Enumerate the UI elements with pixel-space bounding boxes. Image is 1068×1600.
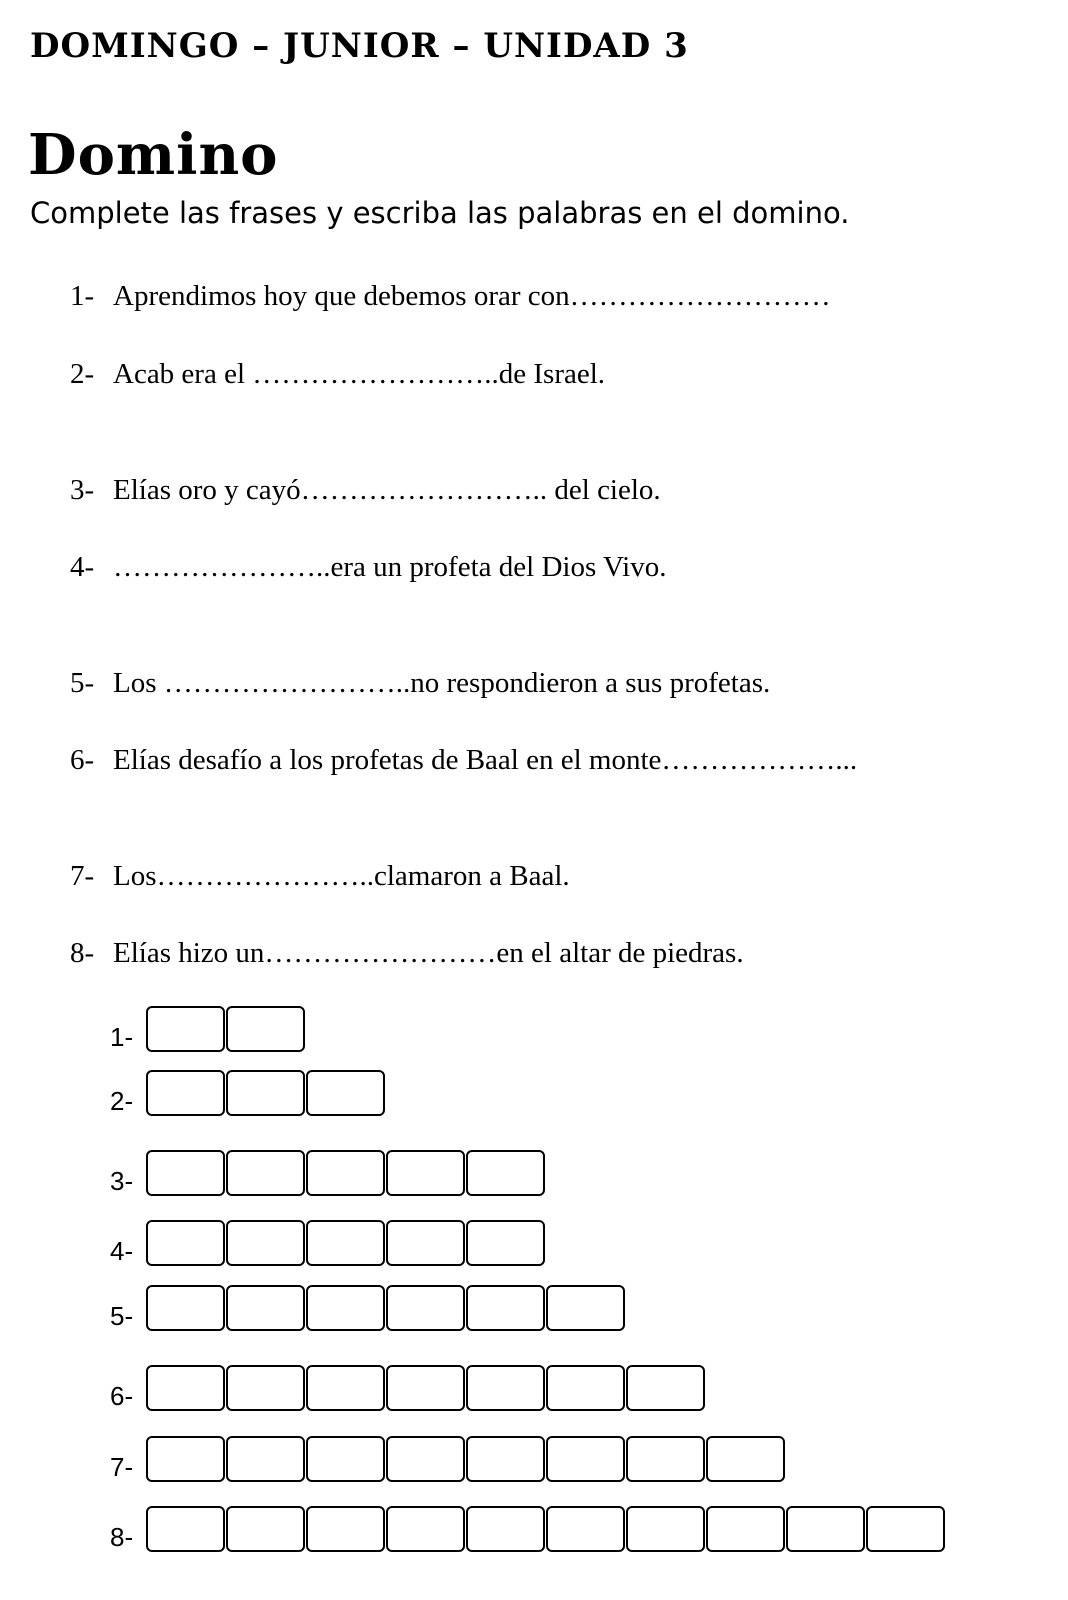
domino-letter-box[interactable] xyxy=(466,1150,545,1196)
domino-letter-box[interactable] xyxy=(706,1506,785,1552)
domino-label: 5- xyxy=(110,1300,134,1331)
question-text: Los…………………..clamaron a Baal. xyxy=(113,860,570,892)
domino-letter-box[interactable] xyxy=(226,1006,305,1052)
question-2 xyxy=(70,360,605,389)
domino-boxes xyxy=(146,1006,306,1052)
domino-boxes xyxy=(146,1365,706,1411)
domino-label: 8- xyxy=(110,1521,134,1552)
domino-letter-box[interactable] xyxy=(146,1220,225,1266)
domino-letter-box[interactable] xyxy=(546,1365,625,1411)
question-number: 5- xyxy=(70,667,95,699)
domino-letter-box[interactable] xyxy=(546,1506,625,1552)
domino-letter-box[interactable] xyxy=(306,1506,385,1552)
domino-label: 4- xyxy=(110,1235,134,1266)
domino-row-6 xyxy=(110,1365,706,1411)
domino-letter-box[interactable] xyxy=(466,1506,545,1552)
domino-boxes xyxy=(146,1220,546,1266)
domino-label: 7- xyxy=(110,1451,134,1482)
question-text: Aprendimos hoy que debemos orar con……………………… xyxy=(113,280,831,312)
domino-label: 3- xyxy=(110,1165,134,1196)
domino-letter-box[interactable] xyxy=(306,1365,385,1411)
question-text: …………………..era un profeta del Dios Vivo. xyxy=(113,551,667,583)
domino-letter-box[interactable] xyxy=(466,1436,545,1482)
domino-letter-box[interactable] xyxy=(226,1285,305,1331)
domino-boxes xyxy=(146,1150,546,1196)
question-number: 2- xyxy=(70,358,95,390)
domino-letter-box[interactable] xyxy=(146,1150,225,1196)
question-4 xyxy=(70,553,666,582)
page-title: Domino xyxy=(28,122,279,188)
domino-letter-box[interactable] xyxy=(226,1070,305,1116)
domino-letter-box[interactable] xyxy=(386,1365,465,1411)
domino-letter-box[interactable] xyxy=(306,1070,385,1116)
domino-letter-box[interactable] xyxy=(226,1220,305,1266)
domino-boxes xyxy=(146,1285,626,1331)
domino-row-2 xyxy=(110,1070,386,1116)
question-7 xyxy=(70,862,570,891)
domino-label: 2- xyxy=(110,1085,134,1116)
domino-letter-box[interactable] xyxy=(466,1220,545,1266)
question-text: Elías hizo un……………………en el altar de piedras. xyxy=(113,937,744,969)
question-text: Acab era el ……………………..de Israel. xyxy=(113,358,606,390)
domino-letter-box[interactable] xyxy=(226,1365,305,1411)
domino-boxes xyxy=(146,1436,786,1482)
domino-letter-box[interactable] xyxy=(626,1506,705,1552)
domino-letter-box[interactable] xyxy=(706,1436,785,1482)
domino-label: 6- xyxy=(110,1380,134,1411)
domino-letter-box[interactable] xyxy=(786,1506,865,1552)
domino-letter-box[interactable] xyxy=(226,1506,305,1552)
domino-letter-box[interactable] xyxy=(146,1285,225,1331)
question-6 xyxy=(70,746,857,775)
domino-letter-box[interactable] xyxy=(626,1436,705,1482)
question-text: Elías desafío a los profetas de Baal en el monte………………... xyxy=(113,744,858,776)
domino-label: 1- xyxy=(110,1021,134,1052)
domino-letter-box[interactable] xyxy=(546,1436,625,1482)
domino-row-4 xyxy=(110,1220,546,1266)
question-number: 8- xyxy=(70,937,95,969)
domino-letter-box[interactable] xyxy=(146,1436,225,1482)
domino-letter-box[interactable] xyxy=(226,1150,305,1196)
domino-letter-box[interactable] xyxy=(866,1506,945,1552)
question-5 xyxy=(70,669,770,698)
domino-letter-box[interactable] xyxy=(386,1506,465,1552)
domino-letter-box[interactable] xyxy=(306,1436,385,1482)
question-3 xyxy=(70,476,661,505)
domino-row-8 xyxy=(110,1506,946,1552)
question-8 xyxy=(70,939,744,968)
domino-row-1 xyxy=(110,1006,306,1052)
domino-letter-box[interactable] xyxy=(306,1285,385,1331)
instructions: Complete las frases y escriba las palabras en el domino. xyxy=(30,196,850,230)
question-number: 6- xyxy=(70,744,95,776)
domino-letter-box[interactable] xyxy=(306,1220,385,1266)
question-number: 4- xyxy=(70,551,95,583)
worksheet-header: DOMINGO – JUNIOR – UNIDAD 3 xyxy=(30,26,689,66)
domino-letter-box[interactable] xyxy=(386,1220,465,1266)
question-number: 7- xyxy=(70,860,95,892)
domino-letter-box[interactable] xyxy=(146,1365,225,1411)
domino-letter-box[interactable] xyxy=(546,1285,625,1331)
domino-letter-box[interactable] xyxy=(306,1150,385,1196)
question-text: Los ……………………..no respondieron a sus profetas. xyxy=(113,667,771,699)
question-number: 1- xyxy=(70,280,95,312)
domino-letter-box[interactable] xyxy=(466,1365,545,1411)
question-1 xyxy=(70,282,831,311)
domino-row-5 xyxy=(110,1285,626,1331)
domino-letter-box[interactable] xyxy=(146,1506,225,1552)
domino-row-3 xyxy=(110,1150,546,1196)
domino-letter-box[interactable] xyxy=(386,1436,465,1482)
domino-letter-box[interactable] xyxy=(626,1365,705,1411)
domino-boxes xyxy=(146,1070,386,1116)
domino-letter-box[interactable] xyxy=(466,1285,545,1331)
domino-letter-box[interactable] xyxy=(226,1436,305,1482)
question-text: Elías oro y cayó…………………….. del cielo. xyxy=(113,474,661,506)
domino-row-7 xyxy=(110,1436,786,1482)
domino-letter-box[interactable] xyxy=(146,1006,225,1052)
domino-letter-box[interactable] xyxy=(146,1070,225,1116)
question-number: 3- xyxy=(70,474,95,506)
domino-letter-box[interactable] xyxy=(386,1150,465,1196)
domino-boxes xyxy=(146,1506,946,1552)
domino-letter-box[interactable] xyxy=(386,1285,465,1331)
